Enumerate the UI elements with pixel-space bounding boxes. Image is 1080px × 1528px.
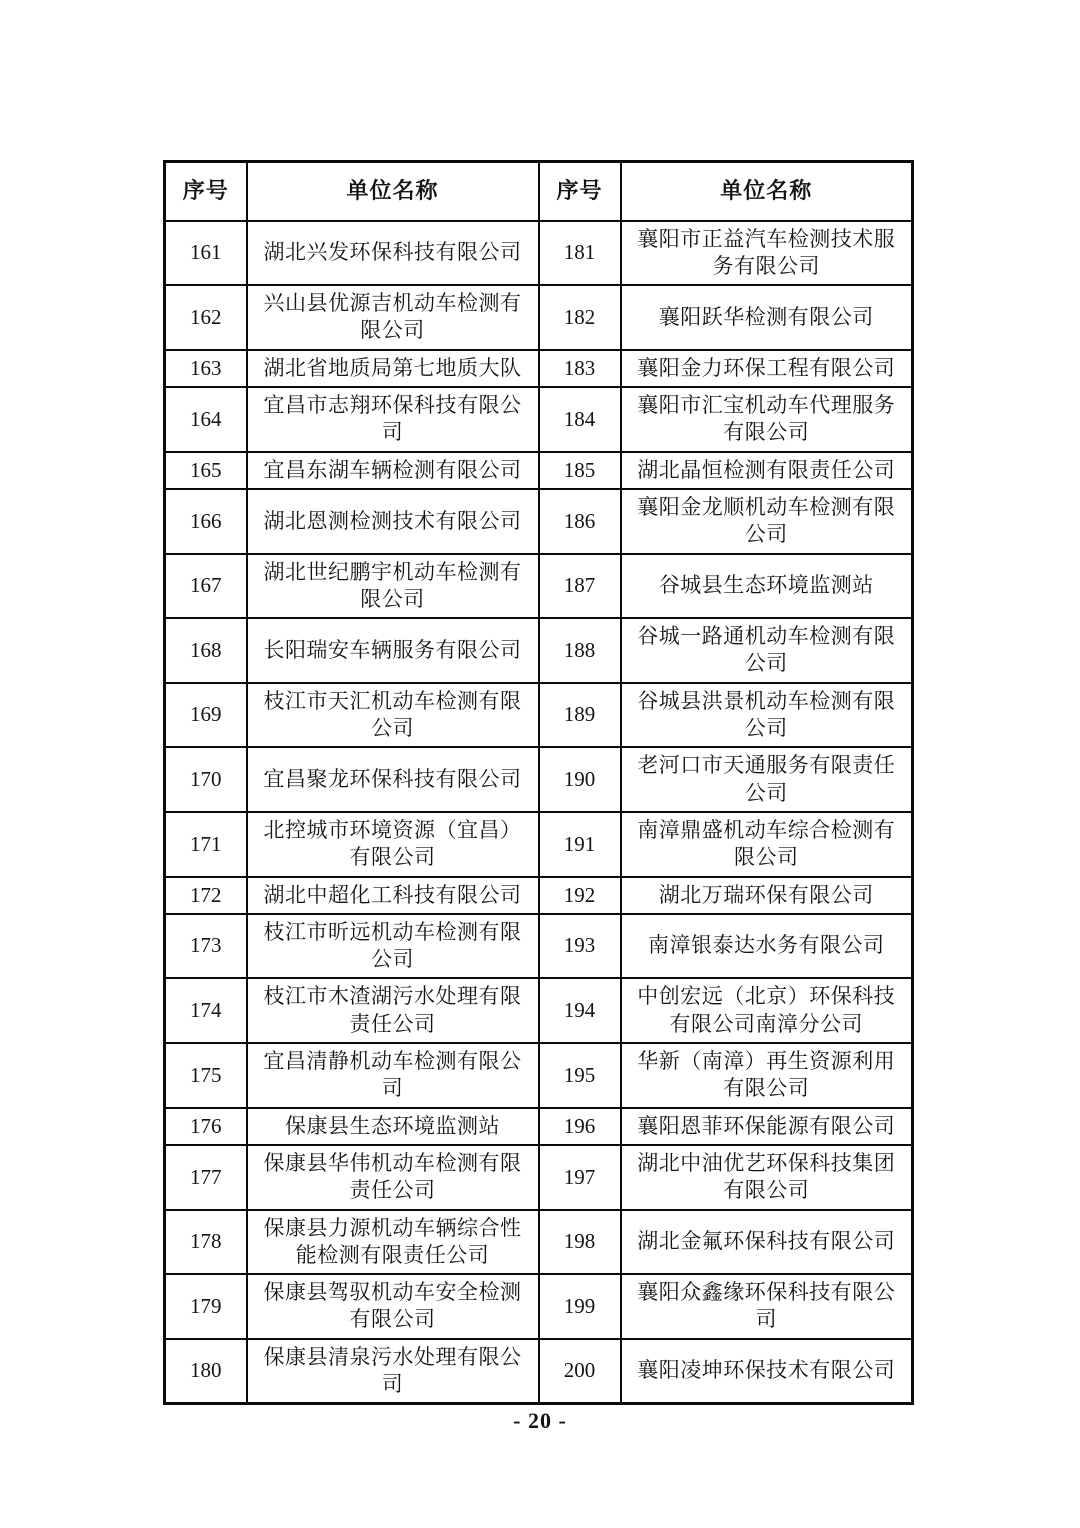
company-name-right: 襄阳恩菲环保能源有限公司 [621, 1108, 913, 1145]
company-name-left: 枝江市昕远机动车检测有限公司 [247, 914, 539, 979]
company-name-right: 襄阳金龙顺机动车检测有限公司 [621, 489, 913, 554]
serial-number-left: 161 [165, 221, 247, 286]
company-name-left: 保康县力源机动车辆综合性能检测有限责任公司 [247, 1210, 539, 1275]
company-name-left: 保康县清泉污水处理有限公司 [247, 1339, 539, 1404]
company-name-left: 湖北恩测检测技术有限公司 [247, 489, 539, 554]
company-name-left: 枝江市天汇机动车检测有限公司 [247, 683, 539, 748]
table-row [165, 877, 913, 914]
serial-number-right: 181 [539, 221, 621, 286]
company-name-left: 湖北省地质局第七地质大队 [247, 350, 539, 387]
company-name-left: 宜昌东湖车辆检测有限公司 [247, 452, 539, 489]
company-name-right: 谷城一路通机动车检测有限公司 [621, 618, 913, 683]
company-name-right: 襄阳凌坤环保技术有限公司 [621, 1339, 913, 1404]
serial-number-left: 163 [165, 350, 247, 387]
serial-number-right: 193 [539, 914, 621, 979]
serial-number-right: 182 [539, 285, 621, 350]
company-name-right: 南漳鼎盛机动车综合检测有限公司 [621, 812, 913, 877]
serial-number-right: 183 [539, 350, 621, 387]
company-name-left: 宜昌市志翔环保科技有限公司 [247, 387, 539, 452]
company-name-right: 湖北金氟环保科技有限公司 [621, 1210, 913, 1275]
header-row [165, 162, 913, 221]
page-number: - 20 - [513, 1408, 567, 1433]
company-name-right: 襄阳众鑫缘环保科技有限公司 [621, 1274, 913, 1339]
table-row [165, 747, 913, 812]
serial-number-left: 168 [165, 618, 247, 683]
table-row [165, 452, 913, 489]
serial-number-left: 176 [165, 1108, 247, 1145]
table-row [165, 221, 913, 286]
serial-number-right: 198 [539, 1210, 621, 1275]
serial-number-left: 166 [165, 489, 247, 554]
serial-number-right: 186 [539, 489, 621, 554]
company-name-right: 湖北万瑞环保有限公司 [621, 877, 913, 914]
serial-number-left: 177 [165, 1145, 247, 1210]
company-name-left: 保康县驾驭机动车安全检测有限公司 [247, 1274, 539, 1339]
company-name-left: 湖北中超化工科技有限公司 [247, 877, 539, 914]
company-name-left: 枝江市木渣湖污水处理有限责任公司 [247, 978, 539, 1043]
company-table-header [165, 162, 913, 221]
table-row [165, 489, 913, 554]
company-name-right: 襄阳跃华检测有限公司 [621, 285, 913, 350]
company-table-body [165, 221, 913, 1404]
table-row [165, 812, 913, 877]
serial-number-right: 192 [539, 877, 621, 914]
serial-number-right: 189 [539, 683, 621, 748]
serial-number-left: 162 [165, 285, 247, 350]
serial-number-right: 185 [539, 452, 621, 489]
serial-number-left: 175 [165, 1043, 247, 1108]
company-name-right: 老河口市天通服务有限责任公司 [621, 747, 913, 812]
table-row [165, 1145, 913, 1210]
company-name-right: 襄阳市汇宝机动车代理服务有限公司 [621, 387, 913, 452]
serial-number-left: 165 [165, 452, 247, 489]
serial-number-left: 174 [165, 978, 247, 1043]
company-name-left: 湖北世纪鹏宇机动车检测有限公司 [247, 554, 539, 619]
header-unit-name-left: 单位名称 [247, 162, 539, 221]
header-serial-right: 序号 [539, 162, 621, 221]
serial-number-left: 169 [165, 683, 247, 748]
serial-number-left: 164 [165, 387, 247, 452]
company-name-right: 谷城县生态环境监测站 [621, 554, 913, 619]
table-row [165, 978, 913, 1043]
company-name-left: 兴山县优源吉机动车检测有限公司 [247, 285, 539, 350]
table-row [165, 683, 913, 748]
serial-number-right: 184 [539, 387, 621, 452]
serial-number-left: 167 [165, 554, 247, 619]
company-name-right: 湖北中油优艺环保科技集团有限公司 [621, 1145, 913, 1210]
table-row [165, 350, 913, 387]
table-row [165, 1210, 913, 1275]
company-name-right: 谷城县洪景机动车检测有限公司 [621, 683, 913, 748]
serial-number-left: 180 [165, 1339, 247, 1404]
table-row [165, 1108, 913, 1145]
company-name-left: 保康县华伟机动车检测有限责任公司 [247, 1145, 539, 1210]
company-name-left: 宜昌聚龙环保科技有限公司 [247, 747, 539, 812]
table-row [165, 554, 913, 619]
serial-number-left: 171 [165, 812, 247, 877]
serial-number-right: 199 [539, 1274, 621, 1339]
company-name-right: 襄阳市正益汽车检测技术服务有限公司 [621, 221, 913, 286]
company-name-left: 长阳瑞安车辆服务有限公司 [247, 618, 539, 683]
company-name-right: 中创宏远（北京）环保科技有限公司南漳分公司 [621, 978, 913, 1043]
header-unit-name-right: 单位名称 [621, 162, 913, 221]
header-serial-left: 序号 [165, 162, 247, 221]
serial-number-right: 200 [539, 1339, 621, 1404]
table-row [165, 1043, 913, 1108]
serial-number-left: 170 [165, 747, 247, 812]
serial-number-left: 172 [165, 877, 247, 914]
serial-number-right: 188 [539, 618, 621, 683]
table-row [165, 387, 913, 452]
company-name-right: 南漳银泰达水务有限公司 [621, 914, 913, 979]
serial-number-right: 191 [539, 812, 621, 877]
company-table [163, 160, 914, 1405]
table-row [165, 285, 913, 350]
company-name-left: 宜昌清静机动车检测有限公司 [247, 1043, 539, 1108]
table-row [165, 914, 913, 979]
serial-number-right: 190 [539, 747, 621, 812]
company-name-left: 保康县生态环境监测站 [247, 1108, 539, 1145]
table-row [165, 1339, 913, 1404]
table-row [165, 618, 913, 683]
serial-number-left: 179 [165, 1274, 247, 1339]
table-row [165, 1274, 913, 1339]
serial-number-right: 187 [539, 554, 621, 619]
serial-number-right: 197 [539, 1145, 621, 1210]
serial-number-left: 178 [165, 1210, 247, 1275]
company-name-left: 湖北兴发环保科技有限公司 [247, 221, 539, 286]
serial-number-right: 196 [539, 1108, 621, 1145]
company-name-right: 华新（南漳）再生资源利用有限公司 [621, 1043, 913, 1108]
serial-number-left: 173 [165, 914, 247, 979]
serial-number-right: 194 [539, 978, 621, 1043]
company-name-left: 北控城市环境资源（宜昌）有限公司 [247, 812, 539, 877]
serial-number-right: 195 [539, 1043, 621, 1108]
company-name-right: 湖北晶恒检测有限责任公司 [621, 452, 913, 489]
company-name-right: 襄阳金力环保工程有限公司 [621, 350, 913, 387]
